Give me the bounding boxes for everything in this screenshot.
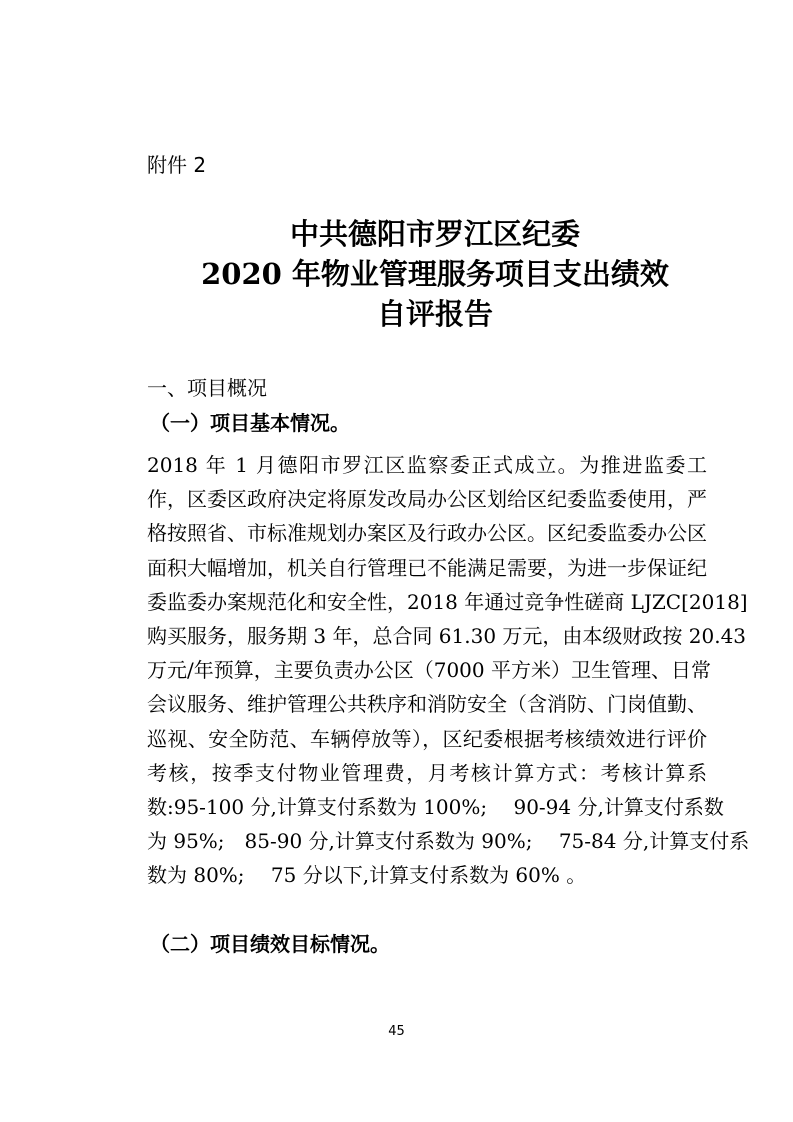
- section-heading-project-overview: 一、项目概况: [147, 376, 267, 400]
- paragraph-line: 考核，按季支付物业管理费，月考核计算方式：考核计算系: [147, 760, 707, 785]
- attachment-label: 附件 2: [147, 153, 207, 177]
- paragraph-line: 为 95%; 85-90 分,计算支付系数为 90%; 75-84 分,计算支付系: [147, 829, 750, 854]
- title-line-2: 2020 年物业管理服务项目支出绩效: [201, 257, 669, 291]
- paragraph-line: 数:95-100 分,计算支付系数为 100%; 90-94 分,计算支付系数: [147, 795, 724, 820]
- paragraph-line: 格按照省、市标准规划办案区及行政办公区。区纪委监委办公区: [147, 521, 707, 546]
- paragraph-line: 数为 80%; 75 分以下,计算支付系数为 60% 。: [147, 863, 587, 888]
- paragraph-line: 会议服务、维护管理公共秩序和消防安全（含消防、门岗值勤、: [147, 692, 707, 717]
- body-paragraph: [147, 448, 750, 893]
- report-title: [150, 214, 720, 334]
- paragraph-line: 2018 年 1 月德阳市罗江区监察委正式成立。为推进监委工: [147, 453, 707, 477]
- paragraph-line: 购买服务，服务期 3 年，总合同 61.30 万元，由本级财政按 20.43: [147, 624, 747, 649]
- paragraph-line: 巡视、安全防范、车辆停放等），区纪委根据考核绩效进行评价: [147, 726, 707, 751]
- paragraph-line: 委监委办案规范化和安全性，2018 年通过竞争性磋商 LJZC[2018]: [147, 589, 748, 614]
- subsection-heading-basic-info: （一）项目基本情况。: [150, 411, 350, 435]
- paragraph-line: 万元/年预算，主要负责办公区（7000 平方米）卫生管理、日常: [147, 658, 711, 683]
- subsection-heading-performance-goals: （二）项目绩效目标情况。: [150, 932, 390, 956]
- paragraph-line: 面积大幅增加，机关自行管理已不能满足需要，为进一步保证纪: [147, 555, 707, 580]
- page-number: 45: [388, 1024, 405, 1039]
- title-line-1: 中共德阳市罗江区纪委: [289, 217, 580, 251]
- paragraph-line: 作，区委区政府决定将原发改局办公区划给区纪委监委使用，严: [147, 487, 707, 512]
- title-line-3: 自评报告: [376, 297, 493, 331]
